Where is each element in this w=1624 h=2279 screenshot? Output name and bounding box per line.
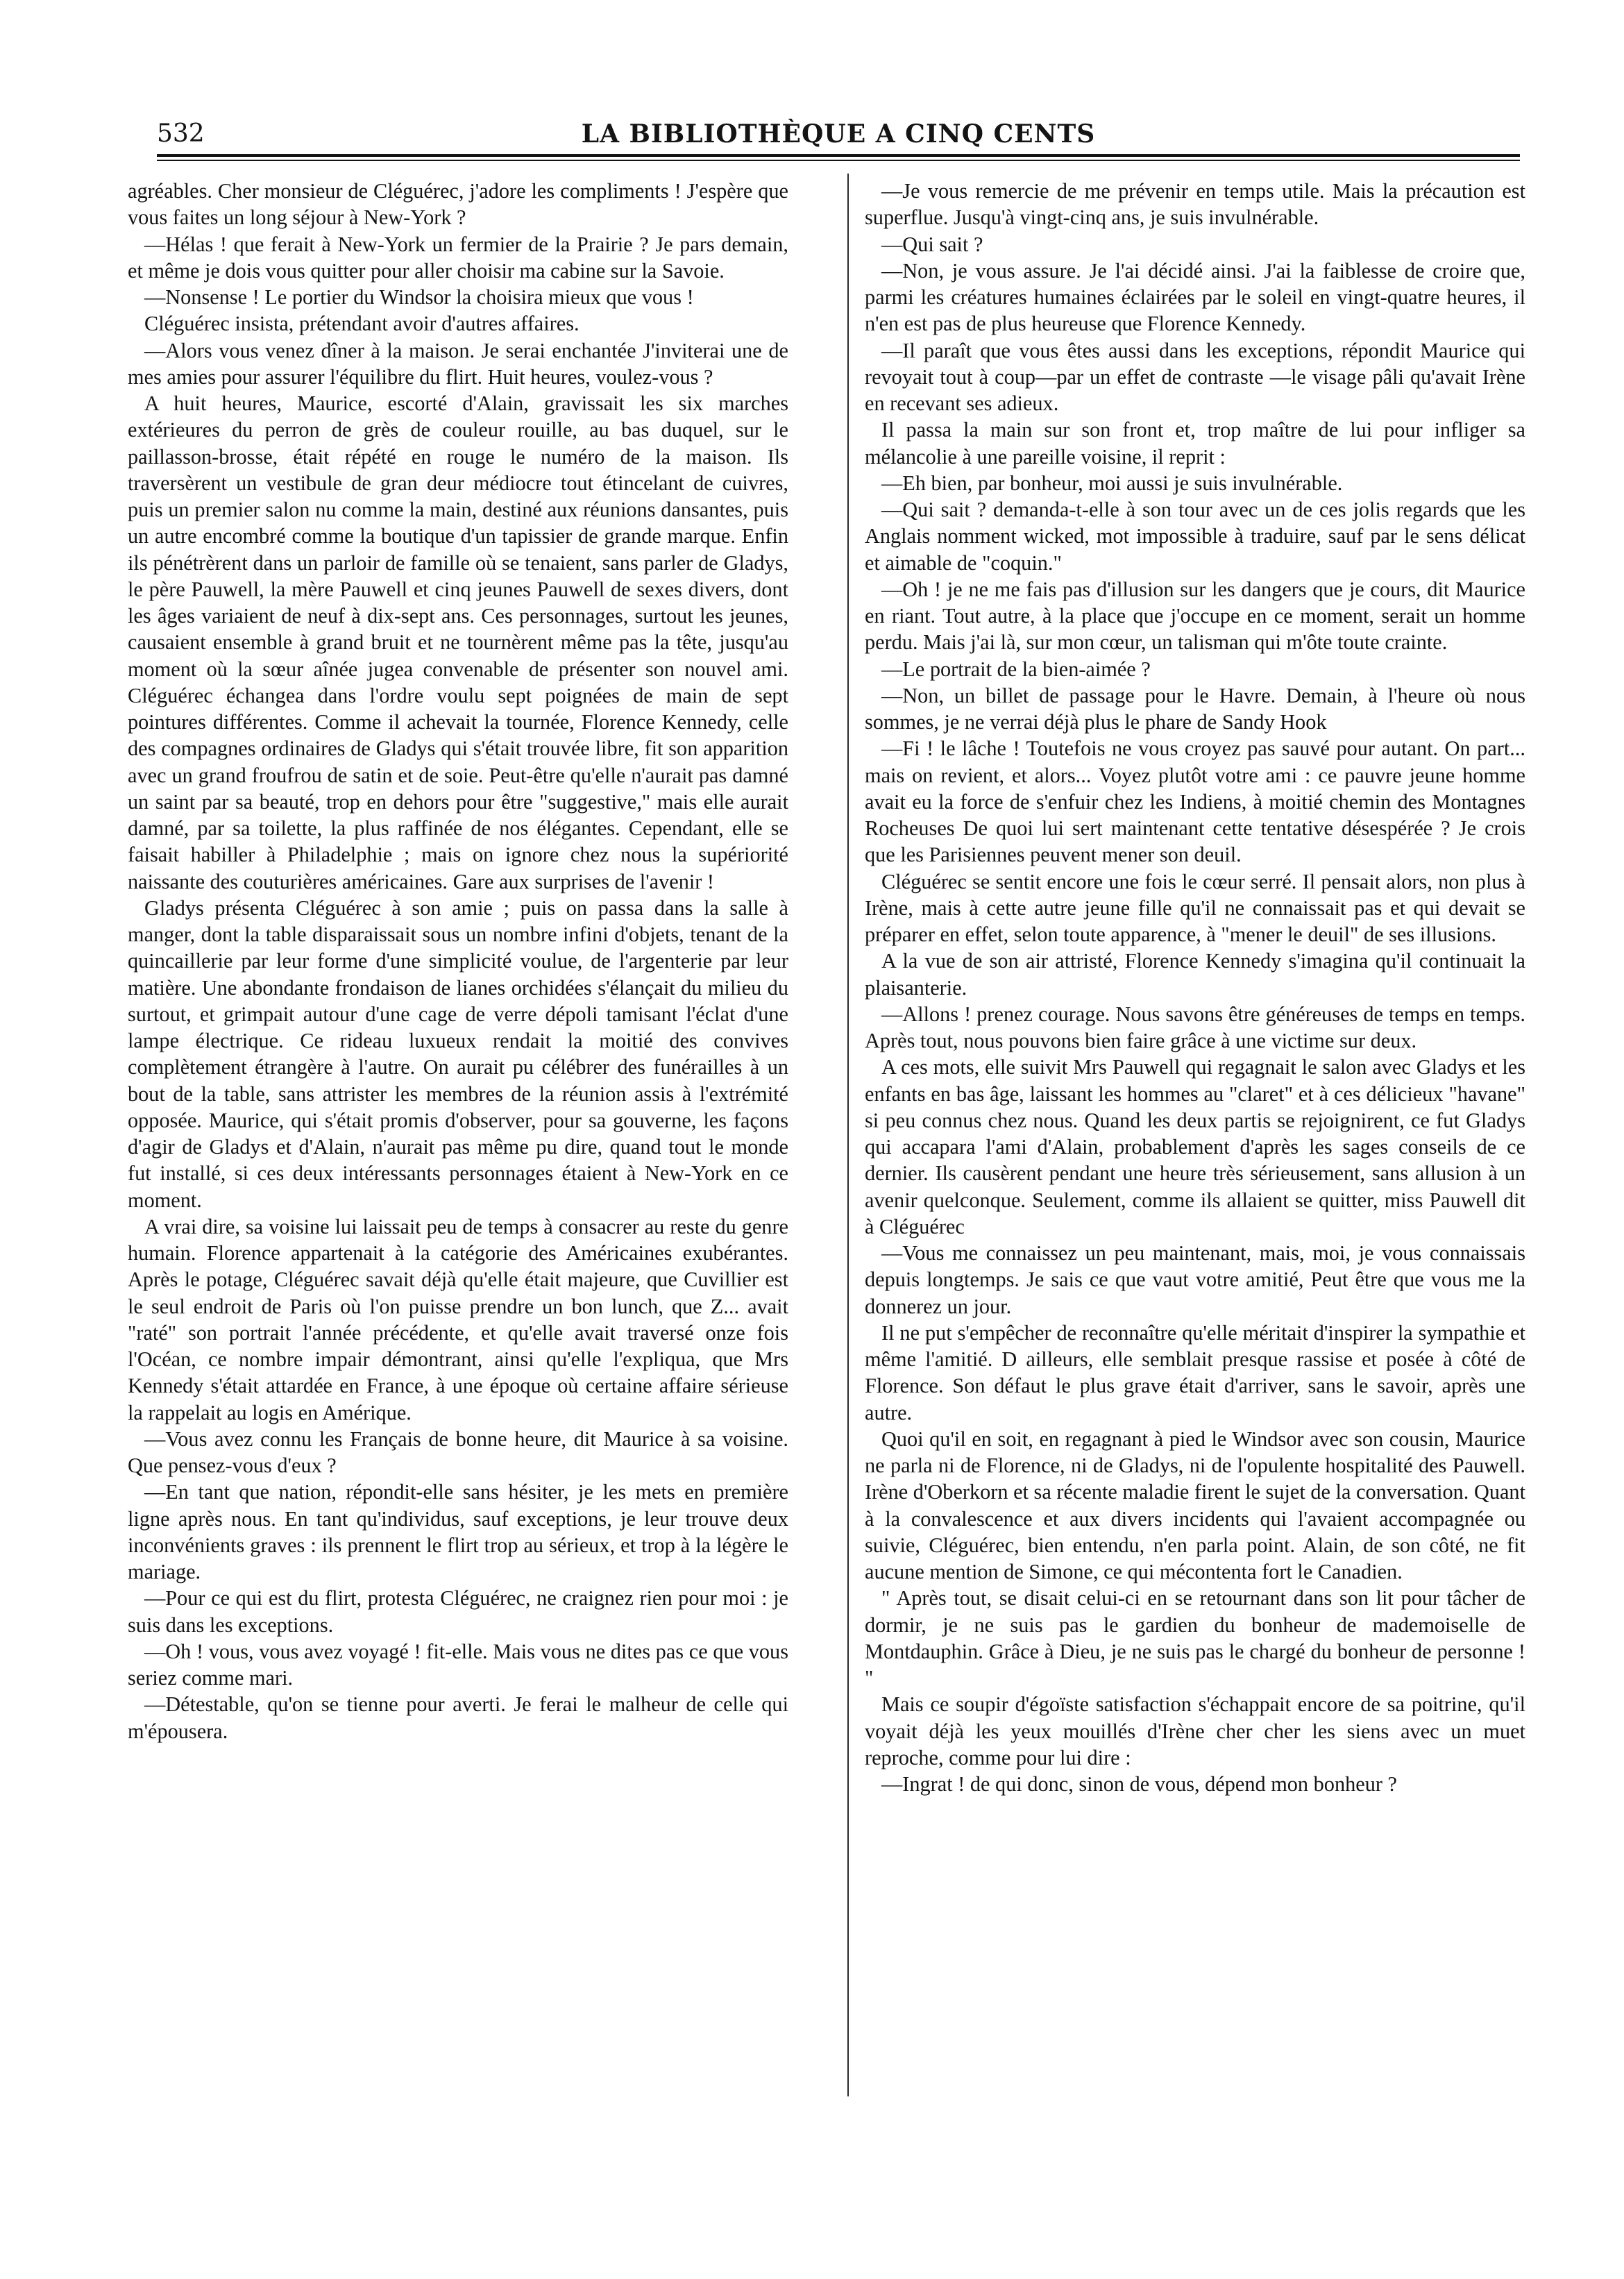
paragraph: agréables. Cher monsieur de Cléguérec, j'adore les compliments ! J'espère que vous faites un long séjour à New-York ? bbox=[128, 179, 788, 230]
paragraph: Gladys présenta Cléguérec à son amie ; puis on passa dans la salle à manger, dont la table disparaissait sous un nombre infini d'objets, tenant de la quincaillerie par leur forme d'une simplicité voulue, de l'argenterie par leur matière. Une abondante frondaison de lianes orchidées s'élançait du milieu du surtout, et grimpait autour d'une cage de verre dépoli tamisant l'éclat d'une lampe électrique. Ce rideau luxueux rendait la moitié des convives complètement étrangère à l'autre. On aurait pu célébrer des funérailles à un bout de la table, sans attrister les membres de la réunion assis à l'extrémité opposée. Maurice, qui s'était promis d'observer, pour sa gouverne, les façons d'agir de Gladys et d'Alain, n'aurait pas même pu dire, quand tout le monde fut installé, si ces deux intéressants personnages étaient à New-York en ce moment. bbox=[128, 895, 788, 1212]
paragraph: Il passa la main sur son front et, trop maître de lui pour infliger sa mélancolie à une pareille voisine, il reprit : bbox=[865, 418, 1525, 469]
paragraph: —Non, je vous assure. Je l'ai décidé ainsi. J'ai la faiblesse de croire que, parmi les créatures humaines éclairées par le soleil en vingt-quatre heures, il n'en est pas de plus heureuse que Florence Kennedy. bbox=[865, 258, 1525, 336]
header-rule-thin bbox=[157, 160, 1520, 161]
paragraph: —Il paraît que vous êtes aussi dans les exceptions, répondit Maurice qui revoyait tout à coup—par un effet de contraste —le visage pâli qu'avait Irène en recevant ses adieux. bbox=[865, 338, 1525, 415]
paragraph: —Allons ! prenez courage. Nous savons être généreuses de temps en temps. Après tout, nous pouvons bien faire grâce à une victime sur deux. bbox=[865, 1002, 1525, 1052]
paragraph: " Après tout, se disait celui-ci en se retournant dans son lit pour tâcher de dormir, je ne suis pas le gardien du bonheur de mademoiselle de Montdauphin. Grâce à Dieu, je ne suis pas le chargé du bonheur de personne ! " bbox=[865, 1586, 1525, 1690]
paragraph: A huit heures, Maurice, escorté d'Alain, gravissait les six marches extérieures du perron de grès de couleur rouille, au bas duquel, sur le paillasson-brosse, était répété en rouge le numéro de la maison. Ils traversèrent un vestibule de gran deur médiocre tout étincelant de cuivres, puis un premier salon nu comme la main, destiné aux réunions dansantes, puis un autre encombré comme la boutique d'un tapissier de grande marque. Enfin ils pénétrèrent dans un parloir de famille où se tenaient, sans parler de Gladys, le père Pauwell, la mère Pauwell et cinq jeunes Pauwell de sexes divers, dont les âges variaient de neuf à dix-sept ans. Ces personnages, surtout les jeunes, causaient ensemble à grand bruit et ne tournèrent même pas la tête, jusqu'au moment où la sœur aînée jugea convenable de présenter son nouvel ami. Cléguérec échangea dans l'ordre voulu sept poignées de main de sept pointures différentes. Comme il achevait la tournée, Florence Kennedy, celle des compagnes ordinaires de Gladys qui s'était trouvée libre, fit son apparition avec un grand froufrou de satin et de soie. Peut-être qu'elle n'aurait pas damné un saint par sa beauté, trop en dehors pour être "suggestive," mais elle aurait damné, par sa toilette, la plus raffinée de nos élégantes. Cependant, elle se faisait habiller à Philadelphie ; mais on ignore chez nous la supériorité naissante des couturières américaines. Gare aux surprises de l'avenir ! bbox=[128, 392, 788, 893]
header-rule-thick bbox=[157, 154, 1520, 157]
left-column bbox=[128, 178, 788, 2253]
paragraph: Cléguérec se sentit encore une fois le cœur serré. Il pensait alors, non plus à Irène, mais à cette autre jeune fille qu'il ne connaissait pas et qui devait se préparer en effet, selon toute apparence, à "mener le deuil" de ses illusions. bbox=[865, 869, 1525, 946]
paragraph: —En tant que nation, répondit-elle sans hésiter, je les mets en première ligne après nous. En tant qu'individus, sauf exceptions, je leur trouve deux inconvénients graves : ils prennent le flirt trop au sérieux, et trop à la légère le mariage. bbox=[128, 1480, 788, 1583]
paragraph: Mais ce soupir d'égoïste satisfaction s'échappait encore de sa poitrine, qu'il voyait déjà les yeux mouillés d'Irène cher cher les siens avec un muet reproche, comme pour lui dire : bbox=[865, 1692, 1525, 1769]
right-column bbox=[865, 178, 1525, 2253]
column-divider bbox=[847, 174, 849, 2096]
paragraph: —Fi ! le lâche ! Toutefois ne vous croyez pas sauvé pour autant. On part... mais on revient, et alors... Voyez plutôt votre ami : ce pauvre jeune homme avait eu la force de s'enfuir chez les Indiens, à moitié chemin des Montagnes Rocheuses De quoi lui sert maintenant cette tentative désespérée ? Je crois que les Parisiennes peuvent mener son deuil. bbox=[865, 737, 1525, 867]
paragraph: A ces mots, elle suivit Mrs Pauwell qui regagnait le salon avec Gladys et les enfants en bas âge, laissant les hommes au "claret" et à ces délicieux "havane" si peu connus chez nous. Quand les deux partis se rejoignirent, ce fut Gladys qui accapara l'ami d'Alain, probablement d'après les sages conseils de ce dernier. Ils causèrent pendant une heure très sérieusement, sans allusion à un avenir quelconque. Seulement, comme ils allaient se quitter, miss Pauwell dit à Cléguérec bbox=[865, 1055, 1525, 1238]
paragraph: —Pour ce qui est du flirt, protesta Cléguérec, ne craignez rien pour moi : je suis dans les exceptions. bbox=[128, 1586, 788, 1637]
paragraph: Il ne put s'empêcher de reconnaître qu'elle méritait d'inspirer la sympathie et même l'amitié. D ailleurs, elle semblait presque rassise et posée à côté de Florence. Son défaut le plus grave était d'arriver, sans le savoir, après une autre. bbox=[865, 1320, 1525, 1424]
running-header bbox=[157, 111, 1520, 153]
paragraph: —Oh ! je ne me fais pas d'illusion sur les dangers que je cours, dit Maurice en riant. Tout autre, à la place que j'occupe en ce moment, serait un homme perdu. Mais j'ai là, sur mon cœur, un talisman qui m'ôte toute crainte. bbox=[865, 577, 1525, 655]
paragraph: —Détestable, qu'on se tienne pour averti. Je ferai le malheur de celle qui m'épousera. bbox=[128, 1692, 788, 1743]
paragraph: —Oh ! vous, vous avez voyagé ! fit-elle. Mais vous ne dites pas ce que vous seriez comme mari. bbox=[128, 1639, 788, 1690]
paragraph: A la vue de son air attristé, Florence Kennedy s'imagina qu'il continuait la plaisanterie. bbox=[865, 949, 1525, 1000]
paragraph: A vrai dire, sa voisine lui laissait peu de temps à consacrer au reste du genre humain. Florence appartenait à la catégorie des Américaines exubérantes. Après le potage, Cléguérec savait déjà qu'elle était majeure, que Cuvillier est le seul endroit de Paris où l'on puisse prendre un bon lunch, que Z... avait "raté" son portrait l'année précédente, et qu'elle avait traversé onze fois l'Océan, ce nombre impair démontrant, ainsi qu'elle l'expliqua, que Mrs Kennedy s'était attardée en France, à une époque où certaine affaire sérieuse la rappelait au logis en Amérique. bbox=[128, 1214, 788, 1424]
paragraph: —Vous me connaissez un peu maintenant, mais, moi, je vous connaissais depuis longtemps. Je sais ce que vaut votre amitié, Peut être que vous me la donnerez un jour. bbox=[865, 1241, 1525, 1318]
paragraph: —Je vous remercie de me prévenir en temps utile. Mais la précaution est superflue. Jusqu'à vingt-cinq ans, je suis invulnérable. bbox=[865, 179, 1525, 230]
paragraph: —Eh bien, par bonheur, moi aussi je suis invulnérable. bbox=[881, 471, 1343, 495]
paragraph: —Le portrait de la bien-aimée ? bbox=[881, 657, 1151, 681]
paragraph: —Qui sait ? bbox=[881, 232, 983, 256]
paragraph: —Vous avez connu les Français de bonne heure, dit Maurice à sa voisine. Que pensez-vous d'eux ? bbox=[128, 1427, 788, 1477]
paragraph: —Ingrat ! de qui donc, sinon de vous, dépend mon bonheur ? bbox=[881, 1772, 1397, 1796]
paragraph: —Nonsense ! Le portier du Windsor la choisira mieux que vous ! bbox=[144, 285, 694, 309]
paragraph: —Qui sait ? demanda-t-elle à son tour avec un de ces jolis regards que les Anglais nomment wicked, mot impossible à traduire, sauf par le sens délicat et aimable de "coquin." bbox=[865, 498, 1525, 575]
paragraph: Quoi qu'il en soit, en regagnant à pied le Windsor avec son cousin, Maurice ne parla ni de Florence, ni de Gladys, ni de l'opulente hospitalité des Pauwell. Irène d'Oberkorn et sa récente maladie firent le sujet de la conversation. Quant à la convalescence et aux divers incidents qui l'avaient accompagnée ou suivie, Cléguérec, bien entendu, n'en parla point. Alain, de son côté, ne fit aucune mention de Simone, ce qui mécontenta fort le Canadien. bbox=[865, 1427, 1525, 1583]
running-title: LA BIBLIOTHÈQUE A CINQ CENTS bbox=[581, 119, 1096, 149]
paragraph: —Hélas ! que ferait à New-York un fermier de la Prairie ? Je pars demain, et même je dois vous quitter pour aller choisir ma cabine sur la Savoie. bbox=[128, 232, 788, 283]
paragraph: Cléguérec insista, prétendant avoir d'autres affaires. bbox=[144, 312, 580, 336]
page-number: 532 bbox=[157, 119, 205, 148]
paragraph: —Non, un billet de passage pour le Havre. Demain, à l'heure où nous sommes, je ne verrai déjà plus le phare de Sandy Hook bbox=[865, 683, 1525, 734]
paragraph: —Alors vous venez dîner à la maison. Je serai enchantée J'inviterai une de mes amies pour assurer l'équilibre du flirt. Huit heures, voulez-vous ? bbox=[128, 338, 788, 389]
